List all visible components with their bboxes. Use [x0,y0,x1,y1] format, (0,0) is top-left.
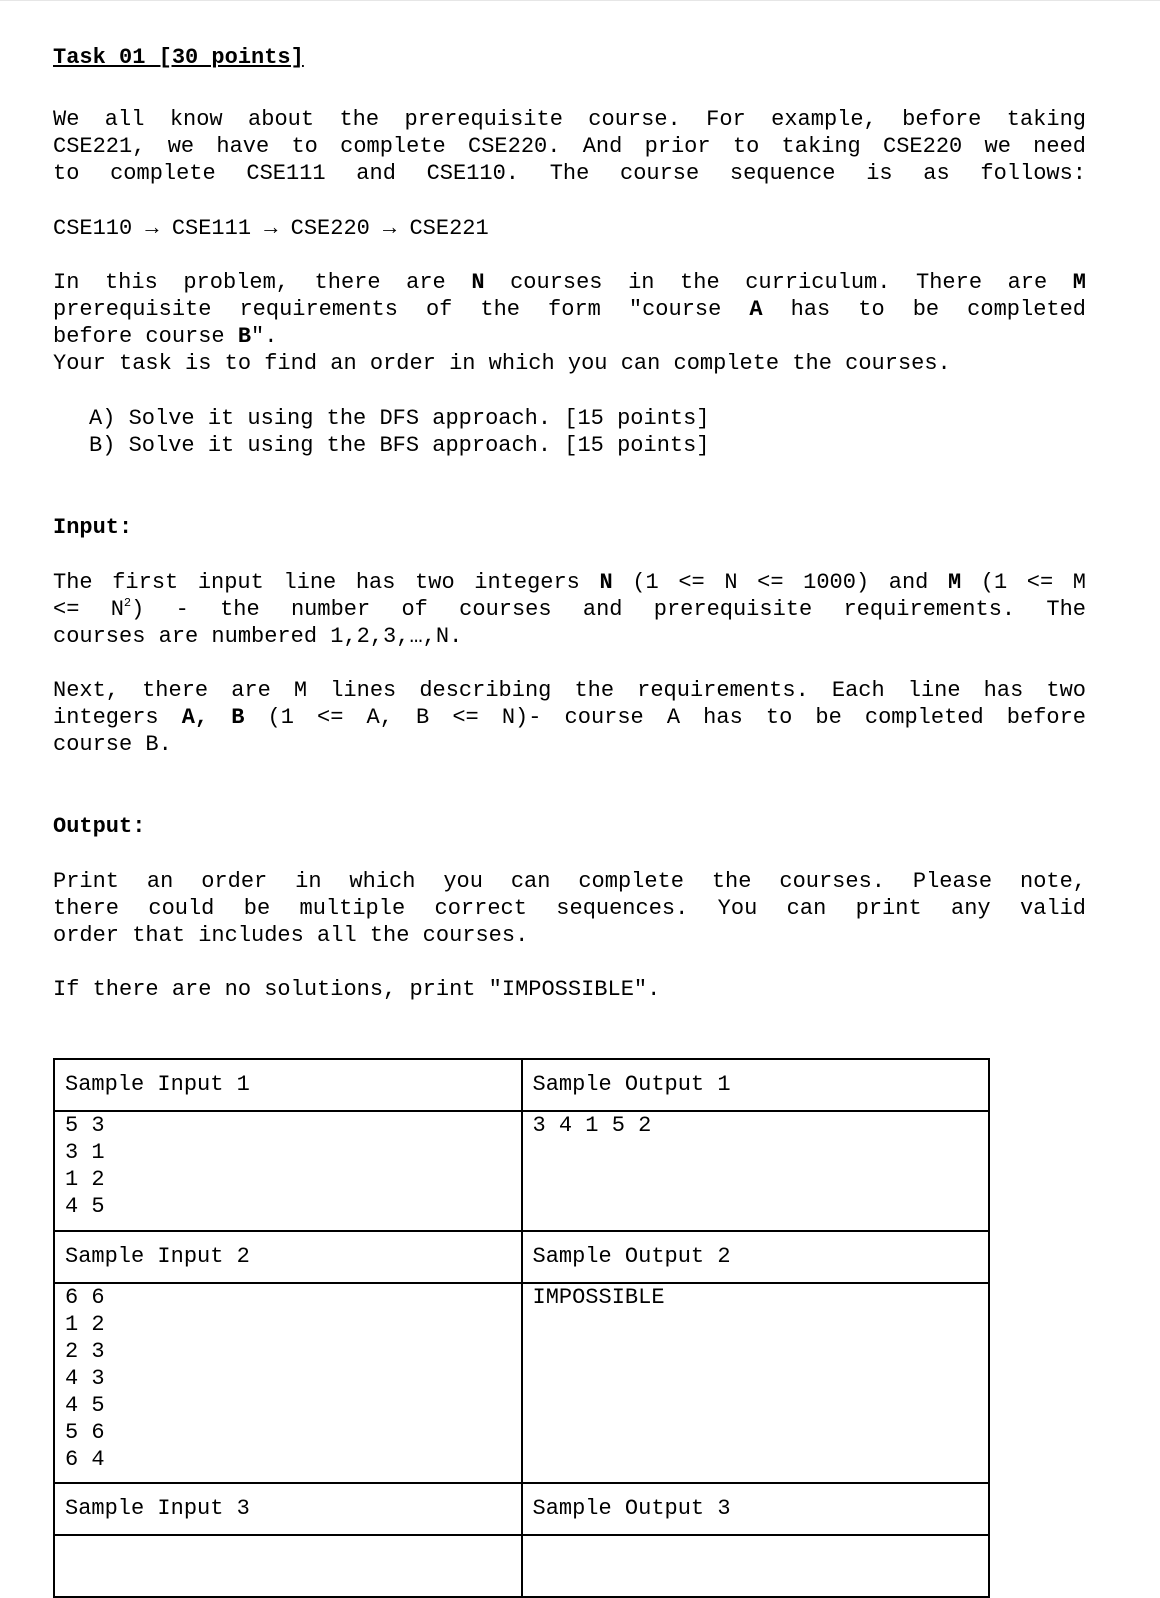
table-row [54,1111,989,1231]
sample-output-3 [522,1535,990,1597]
problem-line-4: Your task is to find an order in which you can complete the courses. [53,351,951,376]
intro-line: We all know about the prerequisite course. For example, before taking [53,107,1086,132]
input-p1-line-2: <= $N^2$) - the number of courses and prerequisite requirements. The [53,596,1086,622]
sample-input-3-label: Sample Input 3 [54,1483,522,1535]
table-row [54,1535,989,1597]
table-row [54,1231,989,1283]
top-divider [0,0,1160,1]
intro-paragraph [53,106,1086,187]
input-paragraph-1 [53,569,1086,650]
sample-input-2-label: Sample Input 2 [54,1231,522,1283]
output-paragraph [53,868,1086,949]
course-sequence [53,215,1086,242]
table-row [54,1283,989,1483]
task-item-dfs: A) Solve it using the DFS approach. [15 points] [89,406,710,431]
output-line: there could be multiple correct sequences. You can print any valid [53,896,1086,921]
sample-output-3-label: Sample Output 3 [522,1483,990,1535]
output-line: order that includes all the courses. [53,923,529,948]
task-item-bfs: B) Solve it using the BFS approach. [15 points] [89,433,710,458]
table-row [54,1483,989,1535]
sequence-text: CSE110 → CSE111 → CSE220 → CSE221 [53,216,489,241]
sample-output-1-label: Sample Output 1 [522,1059,990,1111]
input-p2-line-1: Next, there are M lines describing the requirements. Each line has two [53,678,1086,703]
sample-input-1-label: Sample Input 1 [54,1059,522,1111]
sample-output-1: 3 4 1 5 2 [522,1111,990,1231]
intro-line: to complete CSE111 and CSE110. The course sequence is as follows: [53,161,1086,186]
sample-input-2: 6 6 1 2 2 3 4 3 4 5 5 6 6 4 [54,1283,522,1483]
problem-line-1: In this problem, there are N courses in the curriculum. There are M [53,270,1086,295]
impossible-note: If there are no solutions, print "IMPOSSIBLE". [53,977,661,1002]
input-p1-line-1: The first input line has two integers N (1 <= N <= 1000) and M (1 <= M [53,570,1086,595]
output-line: Print an order in which you can complete the courses. Please note, [53,869,1086,894]
task-title: Task 01 [30 points] [53,45,304,70]
intro-line: CSE221, we have to complete CSE220. And prior to taking CSE220 we need [53,134,1086,159]
sample-input-1: 5 3 3 1 1 2 4 5 [54,1111,522,1231]
input-heading: Input: [53,515,133,540]
input-paragraph-2 [53,677,1086,758]
input-p2-line-3: course B. [53,732,172,757]
output-heading: Output: [53,814,146,839]
samples-table [53,1058,990,1598]
table-row [54,1059,989,1111]
sample-input-3 [54,1535,522,1597]
input-p2-line-2: integers A, B (1 <= A, B <= N)- course A has to be completed before [53,705,1086,730]
sample-output-2-label: Sample Output 2 [522,1231,990,1283]
problem-line-3: before course B". [53,324,278,349]
sample-output-2: IMPOSSIBLE [522,1283,990,1483]
problem-paragraph [53,269,1086,377]
task-list [89,405,710,459]
input-p1-line-3: courses are numbered 1,2,3,…,N. [53,624,463,649]
problem-line-2: prerequisite requirements of the form "course A has to be completed [53,297,1086,322]
